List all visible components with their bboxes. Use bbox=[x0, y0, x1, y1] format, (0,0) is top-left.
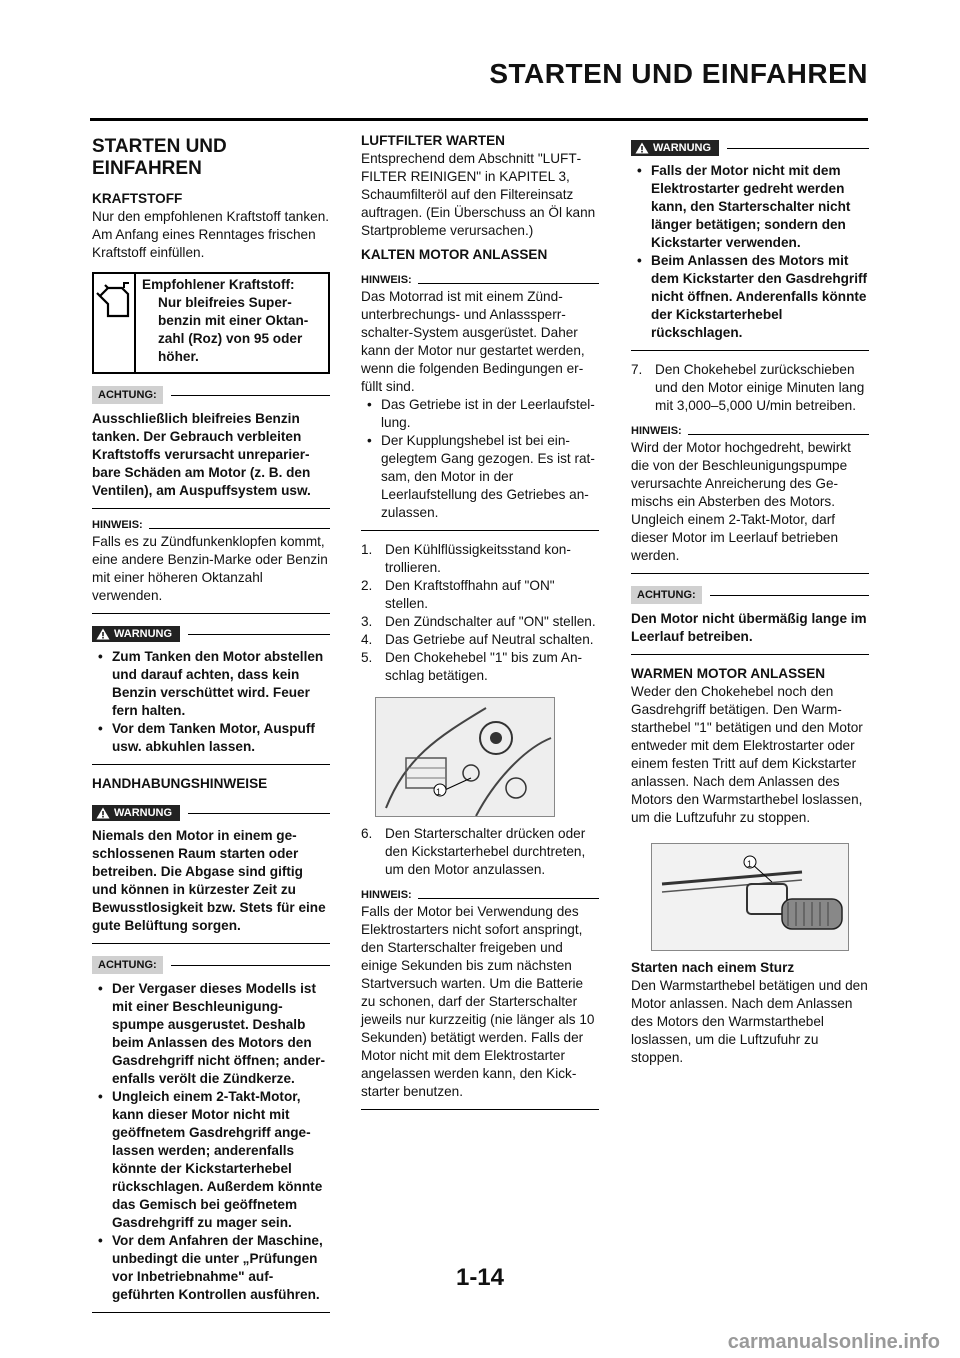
warm-text: Weder den Chokehebel noch den Gasdrehgriff betätigen. Den Warmstarthebel "1" betätigen und den Motor entweder mit dem Elektrostarter oder einem festen Tritt auf dem Kickstarter anlassen. Nach dem Anlassen des Motors den Warmstarthebel loslassen, um die Luftzufuhr zu stoppen. bbox=[631, 684, 863, 825]
hinweis-text: Falls es zu Zündfunkenklopfen kommt, eine andere Benzin-Marke oder Benzin mit einer höheren Oktanzahl verwenden. bbox=[92, 534, 328, 603]
hinweis-list bbox=[361, 396, 599, 522]
list-item: • Beim Anlassen des Motors mit dem Kickstarter den Gasdrehgriff nicht öffnen. Anderenfalls könnte der Kickstarterhebel rückschlagen. bbox=[631, 252, 869, 342]
kraftstoff-text: Nur den empfohlenen Kraftstoff tanken. Am Anfang eines Renntages frischen Kraftstoff einfüllen. bbox=[92, 209, 330, 260]
fuel-spec-box bbox=[92, 272, 330, 374]
column-middle bbox=[361, 132, 599, 1120]
kalt-heading: KALTEN MOTOR ANLASSEN bbox=[361, 247, 548, 262]
page-header-title: STARTEN UND EINFAHREN bbox=[489, 58, 868, 89]
list-item: 6. Den Starterschalter drücken oder den Kickstarterhebel durchtreten, um den Motor anzulassen. bbox=[361, 826, 586, 877]
column-right bbox=[631, 132, 869, 1067]
warning-triangle-icon bbox=[635, 142, 649, 154]
achtung-badge: ACHTUNG: bbox=[631, 586, 702, 604]
list-item: • Falls der Motor nicht mit dem Elektrostarter gedreht werden kann, den Starterschalter nicht länger betätigen; sondern den Kickstarter verwenden. bbox=[631, 162, 869, 252]
sturz-text: Den Warmstarthebel betätigen und den Motor anlassen. Nach dem Anlassen des Motors den Warmstarthebel loslassen, um die Luftzufuhr zu stoppen. bbox=[631, 978, 868, 1065]
warnung-list bbox=[631, 162, 869, 342]
achtung-badge: ACHTUNG: bbox=[92, 386, 163, 404]
list-item: • Vor dem Anfahren der Maschine, unbedingt die unter „Prüfungen vor Inbetriebnahme" aufgeführten Kontrollen ausführen. bbox=[92, 1232, 330, 1304]
luftfilter-heading: LUFTFILTER WARTEN bbox=[361, 133, 505, 148]
steps-list-cont bbox=[361, 825, 599, 879]
header-rule bbox=[90, 118, 868, 121]
hinweis-label: HINWEIS: bbox=[631, 425, 682, 437]
list-item: 5. Den Chokehebel "1" bis zum Anschlag betätigen. bbox=[361, 650, 583, 683]
column-left bbox=[92, 132, 330, 1323]
warning-triangle-icon bbox=[96, 807, 110, 819]
luftfilter-text: Entsprechend dem Abschnitt "LUFTFILTER REINIGEN" in KAPITEL 3, Schaumfilteröl auf den Filtereinsatz auftragen. (Ein Überschuss an Öl kann Startprobleme verursachen.) bbox=[361, 151, 596, 238]
list-item: • Der Vergaser dieses Modells ist mit einer Beschleunigungspumpe ausgerustet. Deshalb beim Anlassen des Motors den Gasdrehgriff nicht öffnen; anderenfalls verölt die Zündkerze. bbox=[92, 980, 330, 1088]
list-item: 3. Den Zündschalter auf "ON" stellen. bbox=[361, 614, 596, 629]
engine-illustration bbox=[376, 698, 554, 816]
hinweis-label: HINWEIS: bbox=[92, 519, 143, 531]
fuel-spec-label: Empfohlener Kraftstoff: bbox=[142, 277, 295, 292]
list-item: 4. Das Getriebe auf Neutral schalten. bbox=[361, 632, 594, 647]
list-item: 2. Den Kraftstoffhahn auf "ON" stellen. bbox=[361, 578, 555, 611]
steps-list bbox=[631, 361, 869, 415]
section-title: STARTEN UND EINFAHREN bbox=[92, 136, 227, 179]
achtung-text: Ausschließlich bleifreies Benzin tanken. Der Gebrauch verbleiten Kraftstoffs verursacht unreparierbare Schäden am Motor (z. B. den Ventilen), am Auspuffsystem usw. bbox=[92, 411, 311, 498]
choke-lever-figure bbox=[375, 697, 555, 817]
fuel-pump-icon bbox=[94, 274, 136, 372]
list-item: 1. Den Kühlflüssigkeitsstand kontrollieren. bbox=[361, 542, 571, 575]
fuel-spec-text: Nur bleifreies Superbenzin mit einer Oktanzahl (Roz) von 95 oder höher. bbox=[158, 295, 309, 364]
hinweis-text: Das Motorrad ist mit einem Zündunterbrechungs- und Anlasssperrschalter-System ausgerüstet. Daher kann der Motor nur gestartet werden, wenn die folgenden Bedingungen erfüllt sind. bbox=[361, 289, 585, 394]
warnung-badge: WARNUNG bbox=[92, 805, 180, 821]
list-item: • Ungleich einem 2-Takt-Motor, kann dieser Motor nicht mit geöffnetem Gasdrehgriff angelassen werden; anderenfalls könnte der Kickstarterhebel rückschlagen. Außerdem könnte das Gemisch bei geöffnetem Gasdrehgriff zu mager sein. bbox=[92, 1088, 330, 1232]
hinweis-label: HINWEIS: bbox=[361, 889, 412, 901]
kraftstoff-heading: KRAFTSTOFF bbox=[92, 191, 183, 206]
achtung-badge: ACHTUNG: bbox=[92, 956, 163, 974]
list-item: • Zum Tanken den Motor abstellen und darauf achten, dass kein Benzin verschüttet wird. Feuer fern halten. bbox=[92, 648, 330, 720]
warnung-badge: WARNUNG bbox=[631, 140, 719, 156]
hinweis-text: Wird der Motor hochgedreht, bewirkt die von der Beschleunigungspumpe verursachte Anreicherung des Gemischs ein Absterben des Motors. Ungleich einem 2-Takt-Motor, darf dieser Motor im Leerlauf betrieben werden. bbox=[631, 440, 851, 563]
warmstart-lever-figure bbox=[651, 843, 849, 951]
watermark: carmanualsonline.info bbox=[727, 1331, 940, 1353]
sturz-heading: Starten nach einem Sturz bbox=[631, 960, 795, 975]
list-item: • Das Getriebe ist in der Leerlaufstellung. bbox=[361, 396, 599, 432]
figure-callout: 1 bbox=[747, 859, 753, 869]
warnung-list bbox=[92, 648, 330, 756]
achtung-list bbox=[92, 980, 330, 1304]
list-item: 7. Den Chokehebel zurückschieben und den Motor einige Minuten lang mit 3,000–5,000 U/min betreiben. bbox=[631, 362, 865, 413]
list-item: • Der Kupplungshebel ist bei eingelegtem Gang gezogen. Es ist ratsam, den Motor in der Leerlaufstellung des Getriebes anzulassen. bbox=[361, 432, 599, 522]
warnung-text: Niemals den Motor in einem geschlossenen Raum starten oder betreiben. Die Abgase sind giftig und können in kürzester Zeit zu Bewusstlosigkeit bzw. Stets für eine gute Belüftung sorgen. bbox=[92, 828, 326, 933]
handhabung-heading: HANDHABUNGSHINWEISE bbox=[92, 776, 268, 791]
figure-callout: 1 bbox=[436, 787, 442, 797]
warnung-badge: WARNUNG bbox=[92, 626, 180, 642]
hinweis-label: HINWEIS: bbox=[361, 274, 412, 286]
warning-triangle-icon bbox=[96, 628, 110, 640]
list-item: • Vor dem Tanken Motor, Auspuff usw. abkuhlen lassen. bbox=[92, 720, 330, 756]
steps-list bbox=[361, 541, 599, 685]
page-number: 1-14 bbox=[455, 1264, 505, 1291]
warm-heading: WARMEN MOTOR ANLASSEN bbox=[631, 666, 826, 681]
hinweis-text: Falls der Motor bei Verwendung des Elektrostarters nicht sofort anspringt, den Starterschalter freigeben und einige Sekunden bis zum nächsten Startversuch warten. Um die Batterie zu schonen, darf der Starterschalter jeweils nur kurzzeitig (nie länger als 10 Sekunden) betätigt werden. Falls der Motor nicht mit dem Elektrostarter angelassen werden kann, den Kickstarter benutzen. bbox=[361, 904, 595, 1099]
achtung-text: Den Motor nicht übermäßig lange im Leerlauf betreiben. bbox=[631, 611, 867, 644]
